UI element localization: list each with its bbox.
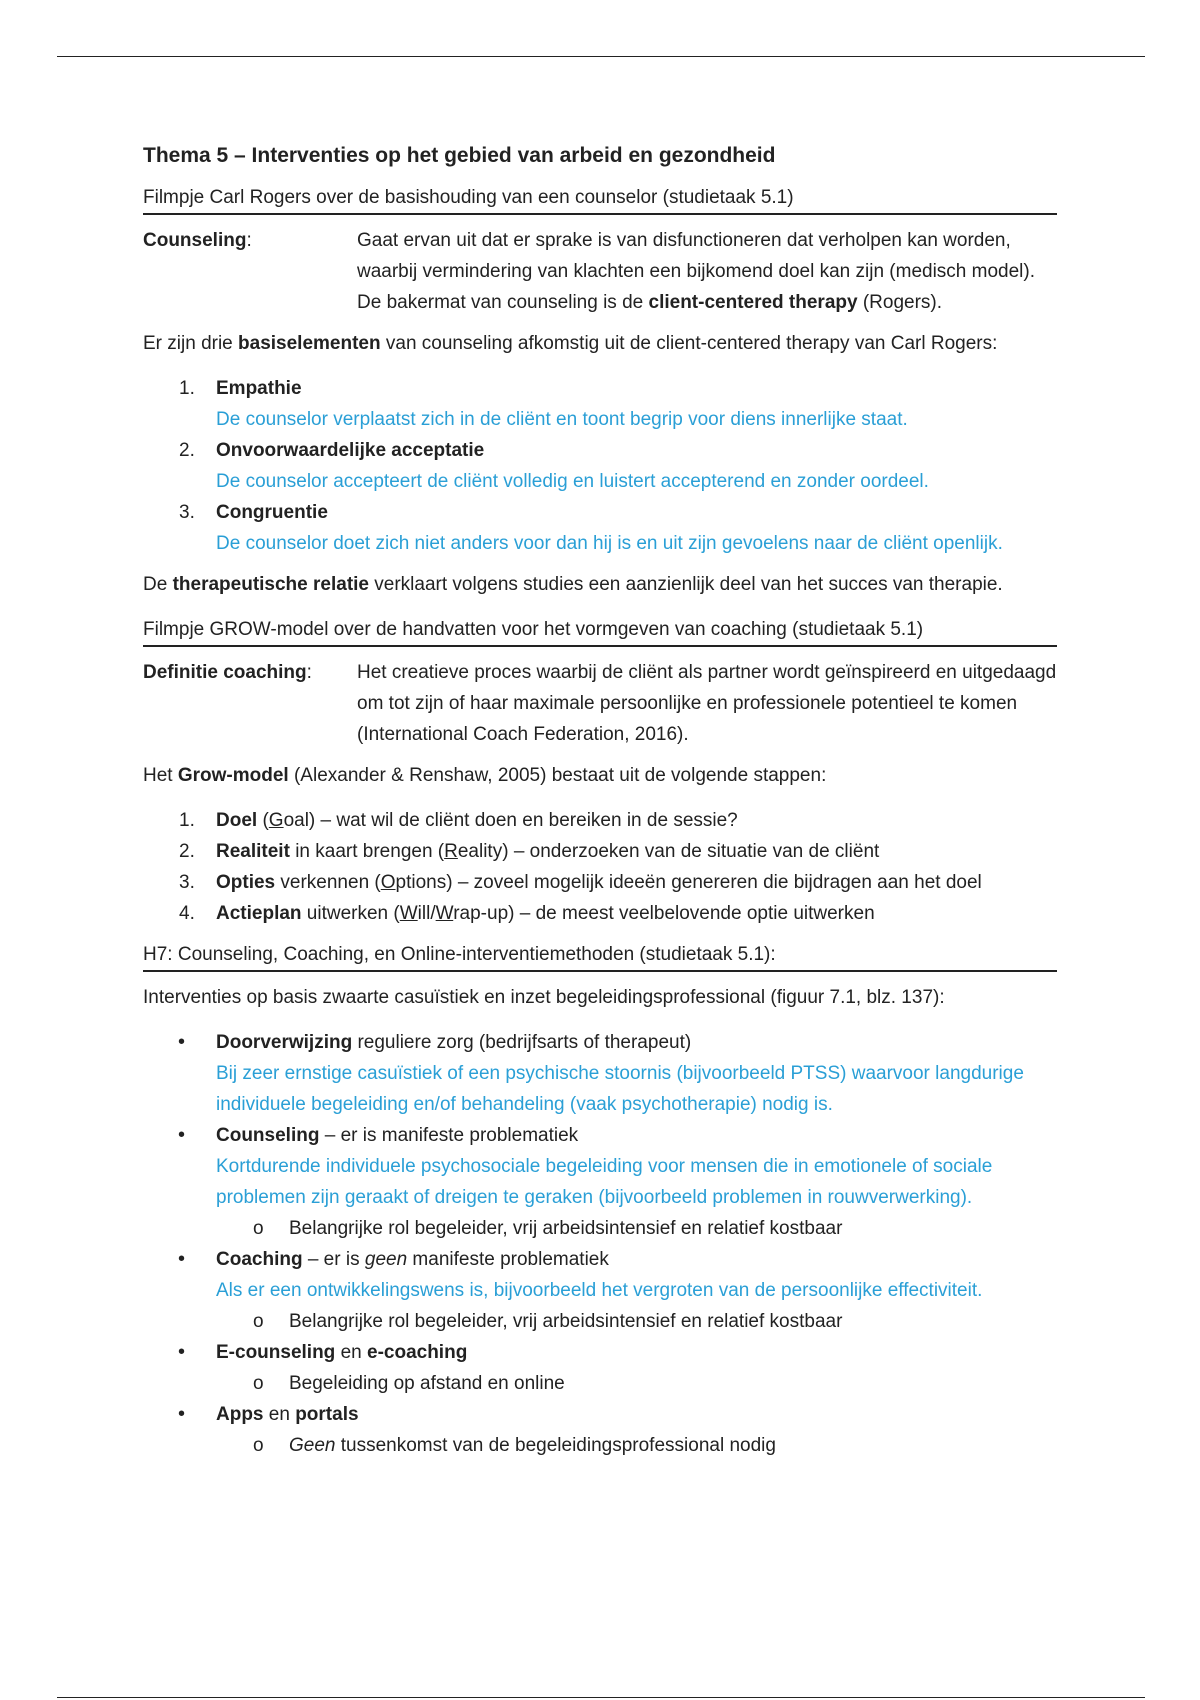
section-heading-grow: Filmpje GROW-model over de handvatten voor het vormgeven van coaching (studietaak 5.1): [143, 614, 1057, 647]
bullet-icon: •: [178, 1248, 186, 1270]
sub-list: [216, 1306, 1057, 1337]
sub-list-item: o Belangrijke rol begeleider, vrij arbeidsintensief en relatief kostbaar: [289, 1306, 1057, 1337]
bullet-icon: •: [178, 1124, 186, 1146]
grow-steps-list: [143, 805, 1057, 929]
list-item: • Counseling – er is manifeste problematiek Kortdurende individuele psychosociale begeleiding voor mensen die in emotionele of sociale problemen zijn geraakt of dreigen te geraken (bijvoorbeeld problemen in rouwverwerking). o Belangrijke rol begeleider, vrij arbeidsintensief en relatief kostbaar: [216, 1120, 1057, 1244]
list-item: • Coaching – er is geen manifeste problematiek Als er een ontwikkelingswens is, bijvoorbeeld het vergroten van de persoonlijke effectiviteit. o Belangrijke rol begeleider, vrij arbeidsintensief en relatief kostbaar: [216, 1244, 1057, 1337]
definition-term: Definitie coaching:: [143, 662, 312, 683]
basiselementen-intro: Er zijn drie basiselementen van counseling afkomstig uit de client-centered therapy van Carl Rogers:: [143, 333, 998, 354]
sub-list: [216, 1368, 1057, 1399]
sub-list-item: o Geen tussenkomst van de begeleidingsprofessional nodig: [289, 1430, 1057, 1461]
list-item: 3. Congruentie De counselor doet zich niet anders voor dan hij is en uit zijn gevoelens naar de cliënt openlijk.: [179, 502, 1003, 554]
coaching-definition: [143, 657, 1057, 750]
interventies-list: [143, 1027, 1057, 1461]
list-item: 1. Doel (Goal) – wat wil de cliënt doen en bereiken in de sessie?: [179, 810, 738, 831]
sub-bullet-icon: o: [253, 1373, 264, 1394]
bullet-icon: •: [178, 1403, 186, 1425]
section-heading-h7: H7: Counseling, Coaching, en Online-interventiemethoden (studietaak 5.1):: [143, 939, 1057, 972]
sub-bullet-icon: o: [253, 1311, 264, 1332]
grow-intro: Het Grow-model (Alexander & Renshaw, 2005) bestaat uit de volgende stappen:: [143, 765, 827, 786]
sub-list: [216, 1430, 1057, 1461]
definition-text: Gaat ervan uit dat er sprake is van disfunctioneren dat verholpen kan worden, waarbij vermindering van klachten een bijkomend doel kan zijn (medisch model). De bakermat van counseling is de client-centered therapy (Rogers).: [357, 230, 1036, 313]
list-item: • E-counseling en e-coaching o Begeleiding op afstand en online: [216, 1337, 1057, 1399]
list-item: • Apps en portals o Geen tussenkomst van de begeleidingsprofessional nodig: [216, 1399, 1057, 1461]
list-item: 2. Onvoorwaardelijke acceptatie De counselor accepteert de cliënt volledig en luistert accepterend en zonder oordeel.: [179, 440, 929, 492]
page-title: Thema 5 – Interventies op het gebied van arbeid en gezondheid: [143, 144, 776, 167]
sub-bullet-icon: o: [253, 1435, 264, 1456]
interventies-intro: Interventies op basis zwaarte casuïstiek en inzet begeleidingsprofessional (figuur 7.1, blz. 137):: [143, 987, 945, 1008]
therapeutische-relatie-text: De therapeutische relatie verklaart volgens studies een aanzienlijk deel van het succes van therapie.: [143, 574, 1003, 595]
page-bottom-rule: [57, 1697, 1145, 1698]
definition-text: Het creatieve proces waarbij de cliënt als partner wordt geïnspireerd en uitgedaagd om tot zijn of haar maximale persoonlijke en professionele potentieel te komen (International Coach Federation, 2016).: [357, 662, 1057, 745]
bullet-icon: •: [178, 1031, 186, 1053]
basiselementen-list: [143, 373, 1057, 559]
bullet-icon: •: [178, 1341, 186, 1363]
list-item: 2. Realiteit in kaart brengen (Reality) – onderzoeken van de situatie van de cliënt: [179, 841, 880, 862]
list-item: 1. Empathie De counselor verplaatst zich in de cliënt en toont begrip voor diens innerlijke staat.: [179, 378, 908, 430]
sub-list: [216, 1213, 1057, 1244]
list-item: 4. Actieplan uitwerken (Will/Wrap-up) – de meest veelbelovende optie uitwerken: [179, 903, 875, 924]
definition-term: Counseling:: [143, 230, 252, 251]
sub-list-item: o Belangrijke rol begeleider, vrij arbeidsintensief en relatief kostbaar: [289, 1213, 1057, 1244]
document-body: [143, 140, 1057, 1461]
list-item: 3. Opties verkennen (Options) – zoveel mogelijk ideeën genereren die bijdragen aan het doel: [179, 872, 982, 893]
sub-list-item: o Begeleiding op afstand en online: [289, 1368, 1057, 1399]
page-top-rule: [57, 56, 1145, 57]
list-item: • Doorverwijzing reguliere zorg (bedrijfsarts of therapeut) Bij zeer ernstige casuïstiek of een psychische stoornis (bijvoorbeeld PTSS) waarvoor langdurige individuele begeleiding en/of behandeling (vaak psychotherapie) nodig is.: [216, 1027, 1057, 1120]
counseling-definition: [143, 225, 1057, 318]
section-heading-rogers: Filmpje Carl Rogers over de basishouding van een counselor (studietaak 5.1): [143, 182, 1057, 215]
sub-bullet-icon: o: [253, 1218, 264, 1239]
